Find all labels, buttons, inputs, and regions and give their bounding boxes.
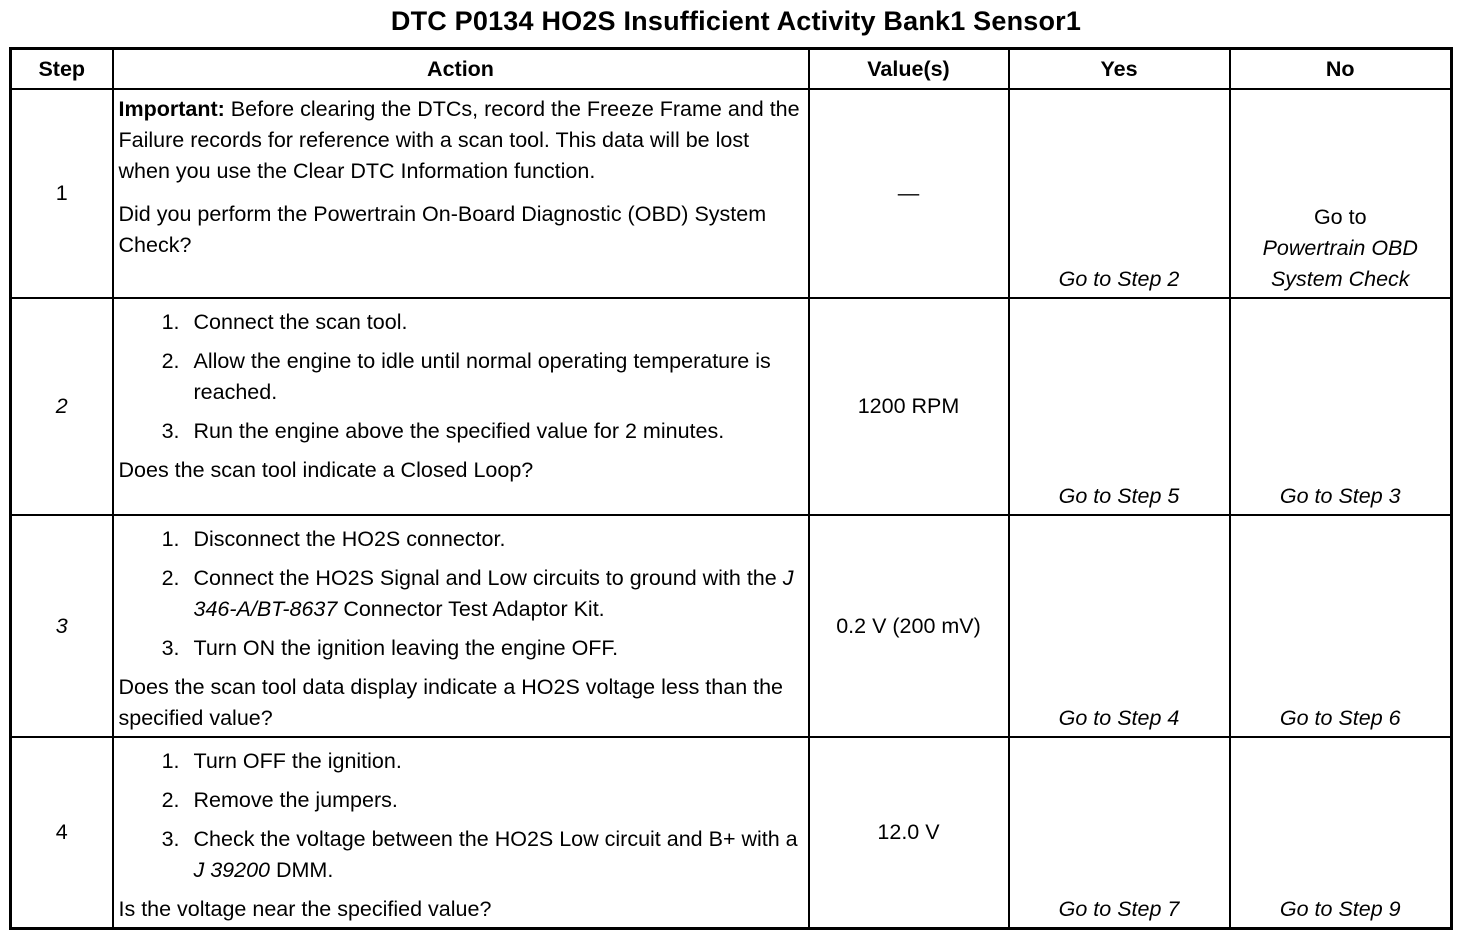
action-list (119, 746, 804, 886)
table-row (11, 515, 1452, 737)
no-cell: Go to Step 3 (1230, 298, 1452, 515)
action-question: Is the voltage near the specified value? (118, 897, 492, 921)
yes-cell: Go to Step 2 (1009, 89, 1230, 298)
no-cell: Go to Step 9 (1230, 737, 1452, 929)
diagnostic-table (9, 47, 1453, 930)
important-text: Before clearing the DTCs, record the Freeze Frame and the Failure records for reference with a scan tool. This data will be lost when you use the Clear DTC Information function. (118, 97, 800, 183)
yes-cell: Go to Step 4 (1009, 515, 1230, 737)
list-item (186, 563, 804, 625)
header-values: Value(s) (809, 49, 1009, 90)
tool-number: J 346-A/BT-8637 (193, 566, 794, 621)
action-question: Does the scan tool indicate a Closed Loop? (118, 458, 534, 482)
value-cell: 1200 RPM (809, 298, 1009, 515)
list-item-text: Connect the HO2S Signal and Low circuits to ground with the (193, 566, 783, 590)
action-question: Does the scan tool data display indicate a HO2S voltage less than the specified value? (118, 675, 784, 730)
list-item-text: Connector Test Adaptor Kit. (337, 597, 605, 621)
list-item: 3. Run the engine above the specified value for 2 minutes. (186, 416, 804, 447)
list-item: 1. Connect the scan tool. (186, 307, 804, 338)
list-item: 2. Remove the jumpers. (186, 785, 804, 816)
no-cell (1230, 89, 1452, 298)
action-list (119, 307, 804, 447)
list-item: 1. Disconnect the HO2S connector. (186, 524, 804, 555)
action-list (119, 524, 804, 664)
value-cell: — (809, 89, 1009, 298)
action-cell (113, 737, 809, 929)
list-item-text: Check the voltage between the HO2S Low circuit and B+ with a (193, 827, 798, 851)
no-cell: Go to Step 6 (1230, 515, 1452, 737)
tool-number: J 39200 (193, 858, 271, 882)
table-row (11, 298, 1452, 515)
list-item: 2. Allow the engine to idle until normal operating temperature is reached. (186, 346, 804, 408)
header-row (11, 49, 1452, 90)
step-number: 4 (11, 737, 113, 929)
header-yes: Yes (1009, 49, 1230, 90)
important-label: Important: (118, 97, 225, 121)
yes-cell: Go to Step 7 (1009, 737, 1230, 929)
action-cell (113, 515, 809, 737)
list-item (186, 824, 804, 886)
action-question: Did you perform the Powertrain On-Board Diagnostic (OBD) System Check? (118, 202, 767, 257)
step-number: 1 (11, 89, 113, 298)
value-cell: 12.0 V (809, 737, 1009, 929)
value-cell: 0.2 V (200 mV) (809, 515, 1009, 737)
no-target: Powertrain OBD System Check (1262, 236, 1418, 291)
table-row (11, 737, 1452, 929)
step-number: 3 (11, 515, 113, 737)
step-number: 2 (11, 298, 113, 515)
table-row (11, 89, 1452, 298)
list-item-text: DMM. (270, 858, 334, 882)
header-action: Action (113, 49, 809, 90)
yes-cell: Go to Step 5 (1009, 298, 1230, 515)
action-cell (113, 89, 809, 298)
no-prefix: Go to (1313, 205, 1367, 229)
header-no: No (1230, 49, 1452, 90)
important-note (119, 94, 804, 187)
list-item: 3. Turn ON the ignition leaving the engine OFF. (186, 633, 804, 664)
header-step: Step (11, 49, 113, 90)
page-title: DTC P0134 HO2S Insufficient Activity Bank1 Sensor1 (390, 6, 1082, 36)
action-cell (113, 298, 809, 515)
list-item: 1. Turn OFF the ignition. (186, 746, 804, 777)
